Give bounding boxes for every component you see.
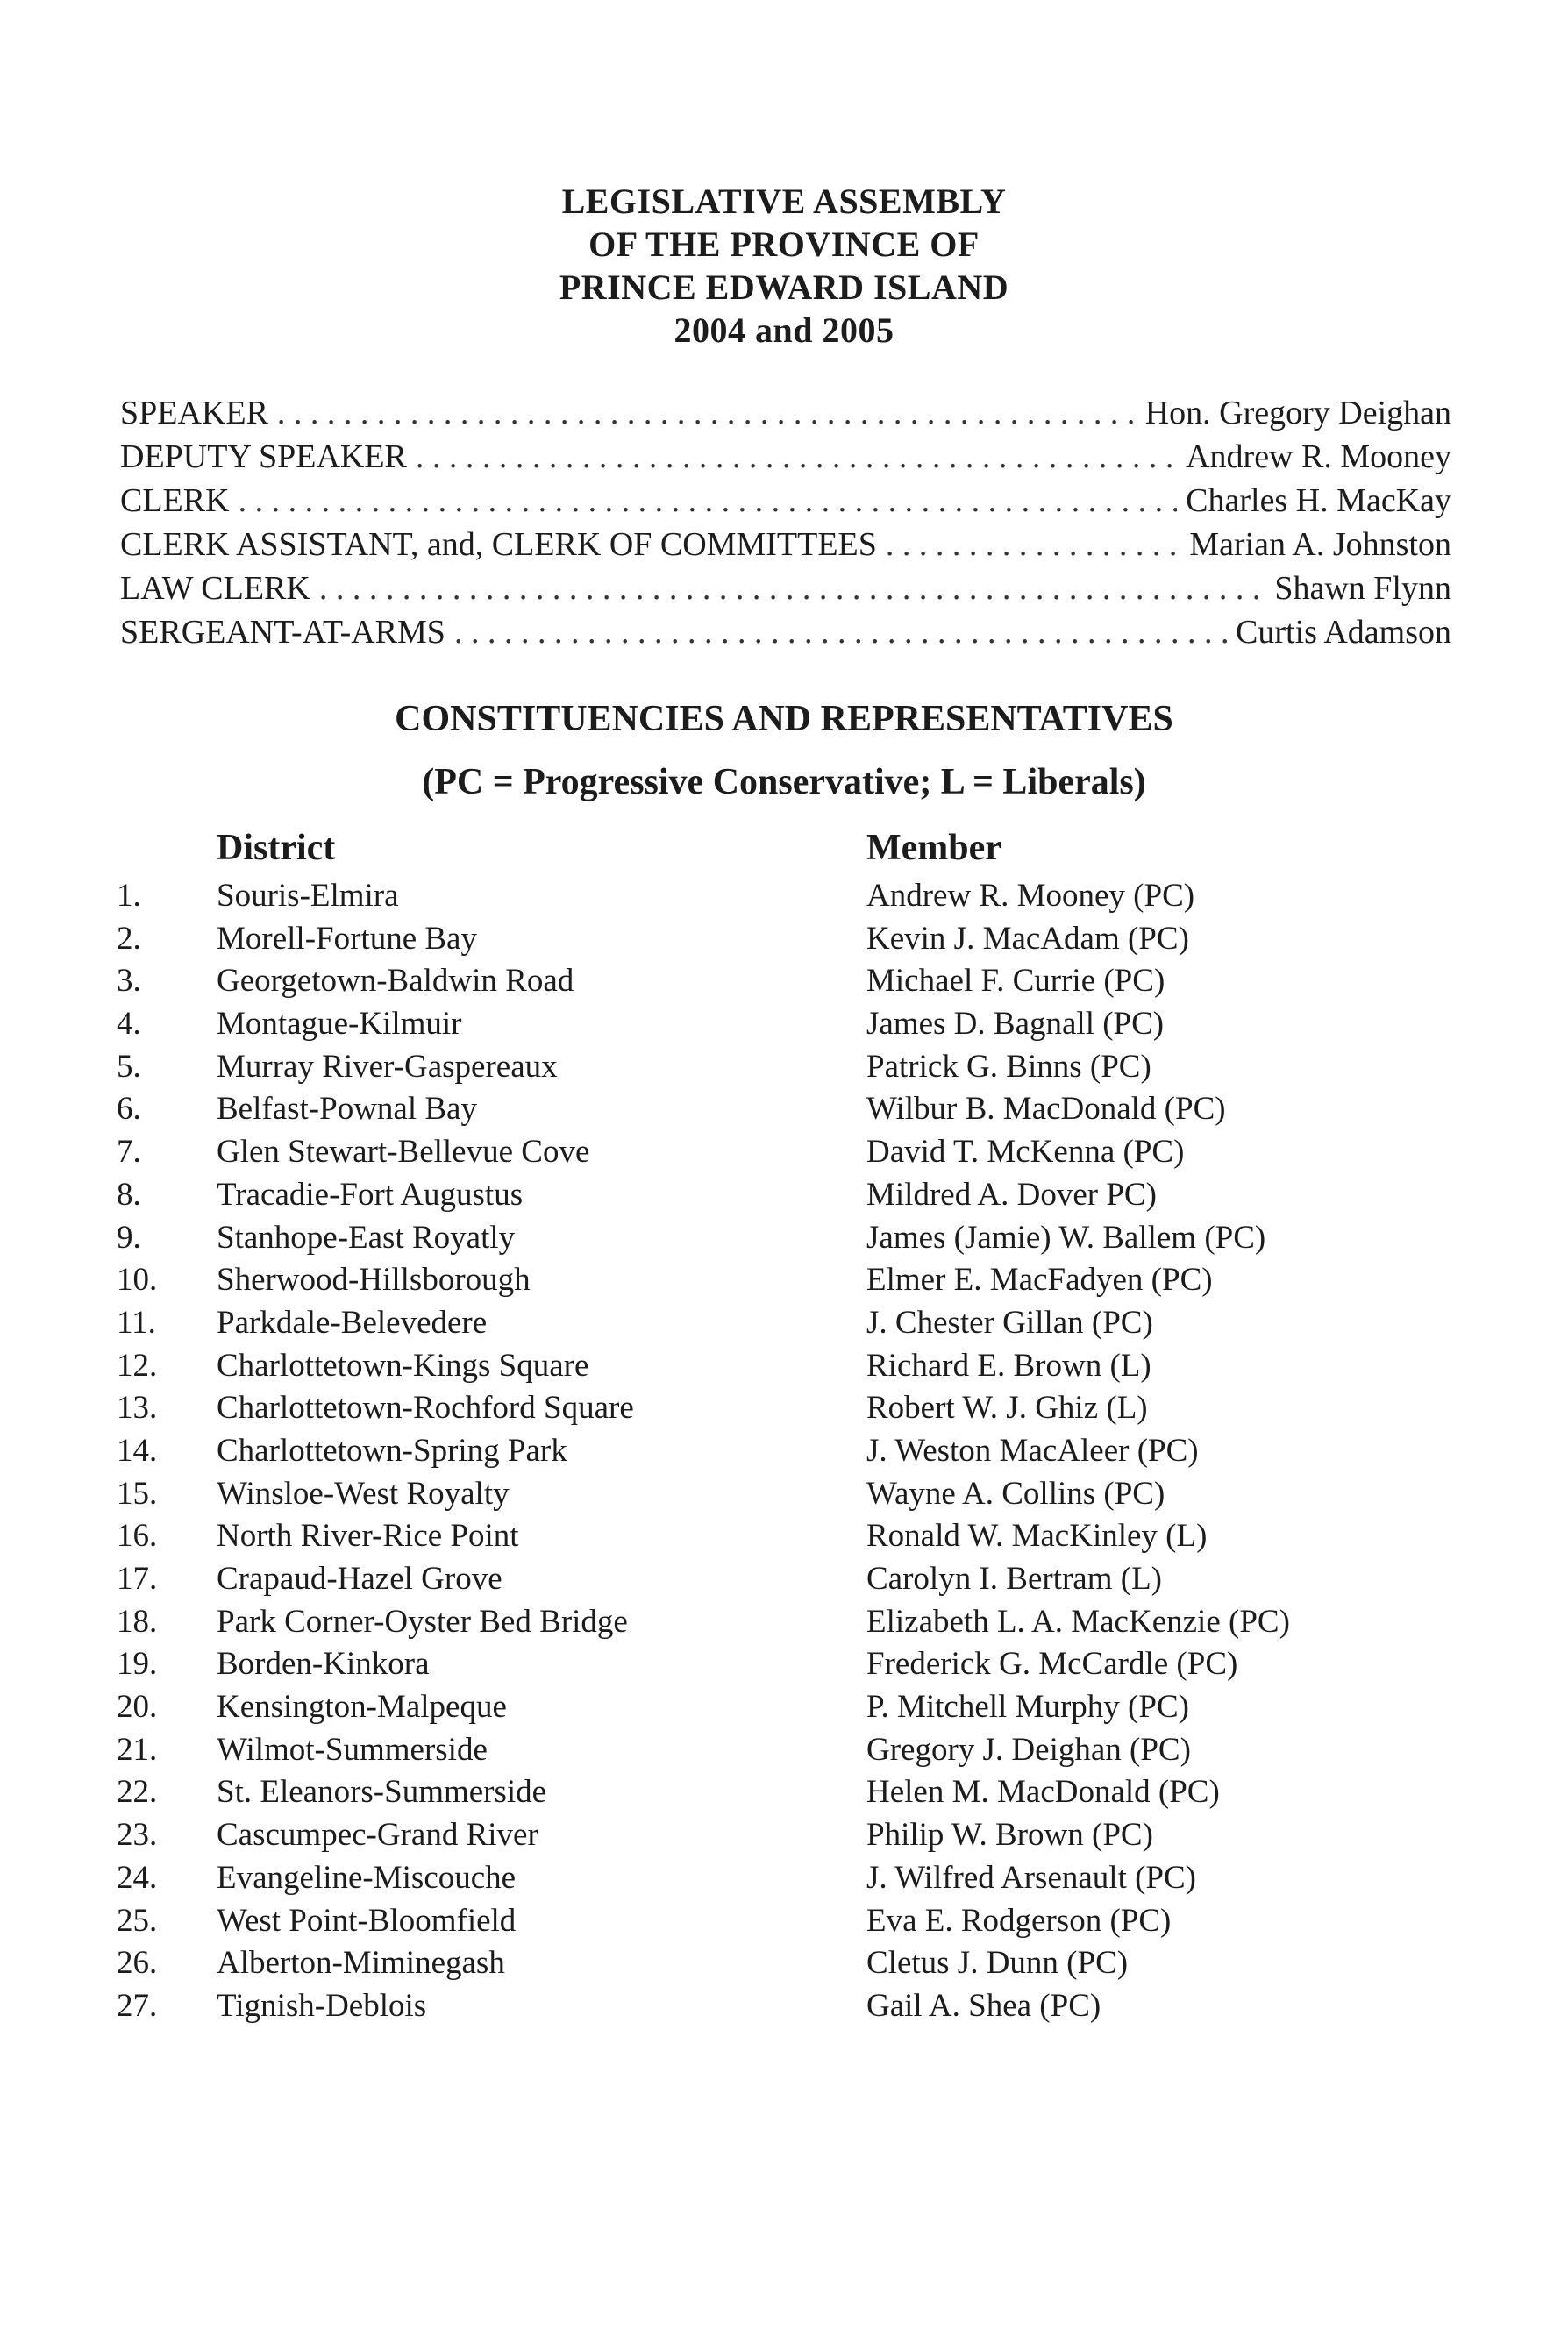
district-name: Charlottetown-Spring Park (217, 1432, 567, 1469)
district-number: 16. (117, 1518, 158, 1555)
member-name: Philip W. Brown (PC) (866, 1817, 1153, 1854)
district-name: North River-Rice Point (217, 1518, 519, 1555)
district-name: Parkdale-Belevedere (217, 1304, 488, 1341)
member-name: Frederick G. McCardle (PC) (866, 1646, 1238, 1683)
member-name: Gail A. Shea (PC) (866, 1987, 1101, 2024)
district-name: Cascumpec-Grand River (217, 1817, 538, 1854)
district-number: 23. (117, 1817, 158, 1854)
member-name: David T. McKenna (PC) (866, 1134, 1185, 1171)
district-number: 25. (117, 1902, 158, 1939)
list-item (0, 1345, 1568, 1388)
document-title (0, 180, 1568, 352)
list-item (0, 1814, 1568, 1857)
list-item (0, 1643, 1568, 1686)
district-name: Souris-Elmira (217, 878, 399, 914)
party-legend: (PC = Progressive Conservative; L = Liberals) (422, 762, 1146, 802)
district-number: 11. (117, 1304, 156, 1341)
list-item (0, 1900, 1568, 1943)
district-name: Kensington-Malpeque (217, 1689, 507, 1726)
district-name: Murray River-Gaspereaux (217, 1048, 558, 1085)
officer-row (120, 391, 1451, 435)
district-number: 12. (117, 1347, 158, 1384)
list-item (0, 1302, 1568, 1345)
district-number: 19. (117, 1646, 158, 1683)
member-name: Ronald W. MacKinley (L) (866, 1518, 1208, 1555)
dot-leader (239, 479, 1178, 523)
list-item (0, 1430, 1568, 1473)
member-name: Michael F. Currie (PC) (866, 963, 1165, 1000)
district-number: 3. (117, 963, 141, 1000)
list-item (0, 875, 1568, 918)
list-item (0, 1601, 1568, 1644)
officer-role: CLERK ASSISTANT, and, CLERK OF COMMITTEES (120, 526, 877, 563)
member-name: James (Jamie) W. Ballem (PC) (866, 1219, 1266, 1256)
member-name: Cletus J. Dunn (PC) (866, 1945, 1129, 1982)
member-name: P. Mitchell Murphy (PC) (866, 1689, 1189, 1726)
list-item (0, 1942, 1568, 1985)
member-name: Robert W. J. Ghiz (L) (866, 1390, 1148, 1427)
list-item (0, 1259, 1568, 1302)
officers-list (120, 391, 1451, 654)
member-name: Mildred A. Dover PC) (866, 1176, 1157, 1213)
member-name: Patrick G. Binns (PC) (866, 1048, 1151, 1085)
officer-row (120, 479, 1451, 523)
officer-holder: Shawn Flynn (1274, 570, 1451, 607)
district-number: 7. (117, 1134, 141, 1171)
officer-role: LAW CLERK (120, 570, 310, 607)
list-item (0, 1131, 1568, 1174)
officer-holder: Andrew R. Mooney (1186, 438, 1451, 475)
list-item (0, 1771, 1568, 1814)
list-item (0, 1686, 1568, 1729)
member-name: James D. Bagnall (PC) (866, 1006, 1165, 1043)
list-item (0, 1558, 1568, 1601)
district-name: Charlottetown-Kings Square (217, 1347, 589, 1384)
officer-row (120, 610, 1451, 654)
officer-role: CLERK (120, 482, 230, 519)
officer-row (120, 566, 1451, 610)
district-number: 4. (117, 1006, 141, 1043)
district-number: 15. (117, 1475, 158, 1512)
list-item (0, 1729, 1568, 1772)
officer-holder: Hon. Gregory Deighan (1144, 395, 1451, 431)
district-number: 9. (117, 1219, 141, 1256)
district-number: 2. (117, 920, 141, 957)
list-item (0, 1217, 1568, 1260)
district-number: 1. (117, 878, 141, 914)
district-number: 24. (117, 1859, 158, 1896)
district-number: 18. (117, 1603, 158, 1640)
dot-leader (886, 523, 1180, 566)
member-name: Carolyn I. Bertram (L) (866, 1561, 1162, 1597)
district-number: 27. (117, 1987, 158, 2024)
district-name: Crapaud-Hazel Grove (217, 1561, 502, 1597)
member-name: J. Chester Gillan (PC) (866, 1304, 1153, 1341)
district-column-header: District (217, 828, 336, 868)
dot-leader (277, 391, 1137, 435)
member-name: Elmer E. MacFadyen (PC) (866, 1262, 1213, 1299)
district-name: Winsloe-West Royalty (217, 1475, 510, 1512)
officer-row (120, 435, 1451, 479)
district-name: Morell-Fortune Bay (217, 920, 477, 957)
section-title: CONSTITUENCIES AND REPRESENTATIVES (395, 699, 1173, 739)
district-name: Georgetown-Baldwin Road (217, 963, 574, 1000)
district-number: 8. (117, 1176, 141, 1213)
title-line-3: PRINCE EDWARD ISLAND (559, 267, 1009, 307)
district-number: 6. (117, 1091, 141, 1128)
list-item (0, 1046, 1568, 1089)
member-name: Wilbur B. MacDonald (PC) (866, 1091, 1226, 1128)
district-number: 10. (117, 1262, 158, 1299)
member-name: J. Wilfred Arsenault (PC) (866, 1859, 1196, 1896)
title-line-2: OF THE PROVINCE OF (588, 224, 980, 264)
district-name: Sherwood-Hillsborough (217, 1262, 531, 1299)
title-line-4: 2004 and 2005 (674, 310, 894, 350)
district-name: Tracadie-Fort Augustus (217, 1176, 524, 1213)
list-item (0, 1003, 1568, 1046)
list-item (0, 1985, 1568, 2028)
district-name: Belfast-Pownal Bay (217, 1091, 477, 1128)
district-name: West Point-Bloomfield (217, 1902, 517, 1939)
list-item (0, 918, 1568, 961)
district-number: 17. (117, 1561, 158, 1597)
dot-leader (319, 566, 1266, 610)
district-name: Stanhope-East Royatly (217, 1219, 516, 1256)
list-item (0, 1387, 1568, 1430)
district-number: 14. (117, 1432, 158, 1469)
district-number: 22. (117, 1774, 158, 1811)
district-name: Tignish-Deblois (217, 1987, 427, 2024)
officer-role: SERGEANT-AT-ARMS (120, 614, 445, 651)
district-name: Montague-Kilmuir (217, 1006, 462, 1043)
list-item (0, 1515, 1568, 1558)
officer-row (120, 523, 1451, 566)
district-name: Borden-Kinkora (217, 1646, 430, 1683)
list-item (0, 1857, 1568, 1900)
member-column-header: Member (866, 828, 1001, 868)
district-name: Charlottetown-Rochford Square (217, 1390, 634, 1427)
district-name: St. Eleanors-Summerside (217, 1774, 547, 1811)
officer-holder: Curtis Adamson (1236, 614, 1451, 651)
district-name: Alberton-Miminegash (217, 1945, 505, 1982)
officer-holder: Charles H. MacKay (1186, 482, 1451, 519)
district-number: 26. (117, 1945, 158, 1982)
officer-holder: Marian A. Johnston (1189, 526, 1451, 563)
list-item (0, 960, 1568, 1003)
district-name: Park Corner-Oyster Bed Bridge (217, 1603, 628, 1640)
district-number: 13. (117, 1390, 158, 1427)
district-name: Evangeline-Miscouche (217, 1859, 517, 1896)
member-name: Helen M. MacDonald (PC) (866, 1774, 1220, 1811)
district-number: 21. (117, 1731, 158, 1768)
member-name: Eva E. Rodgerson (PC) (866, 1902, 1172, 1939)
title-line-1: LEGISLATIVE ASSEMBLY (561, 182, 1007, 221)
officer-role: DEPUTY SPEAKER (120, 438, 407, 475)
member-name: Richard E. Brown (L) (866, 1347, 1151, 1384)
list-item (0, 1473, 1568, 1516)
district-name: Glen Stewart-Bellevue Cove (217, 1134, 590, 1171)
member-name: Gregory J. Deighan (PC) (866, 1731, 1191, 1768)
district-number: 5. (117, 1048, 141, 1085)
dot-leader (454, 610, 1227, 654)
list-item (0, 1088, 1568, 1131)
member-name: Wayne A. Collins (PC) (866, 1475, 1165, 1512)
member-name: Kevin J. MacAdam (PC) (866, 920, 1189, 957)
officer-role: SPEAKER (120, 395, 268, 431)
member-name: J. Weston MacAleer (PC) (866, 1432, 1199, 1469)
district-number: 20. (117, 1689, 158, 1726)
list-item (0, 1174, 1568, 1217)
district-name: Wilmot-Summerside (217, 1731, 488, 1768)
constituency-list (0, 875, 1568, 2028)
member-name: Andrew R. Mooney (PC) (866, 878, 1195, 914)
member-name: Elizabeth L. A. MacKenzie (PC) (866, 1603, 1290, 1640)
dot-leader (416, 435, 1177, 479)
